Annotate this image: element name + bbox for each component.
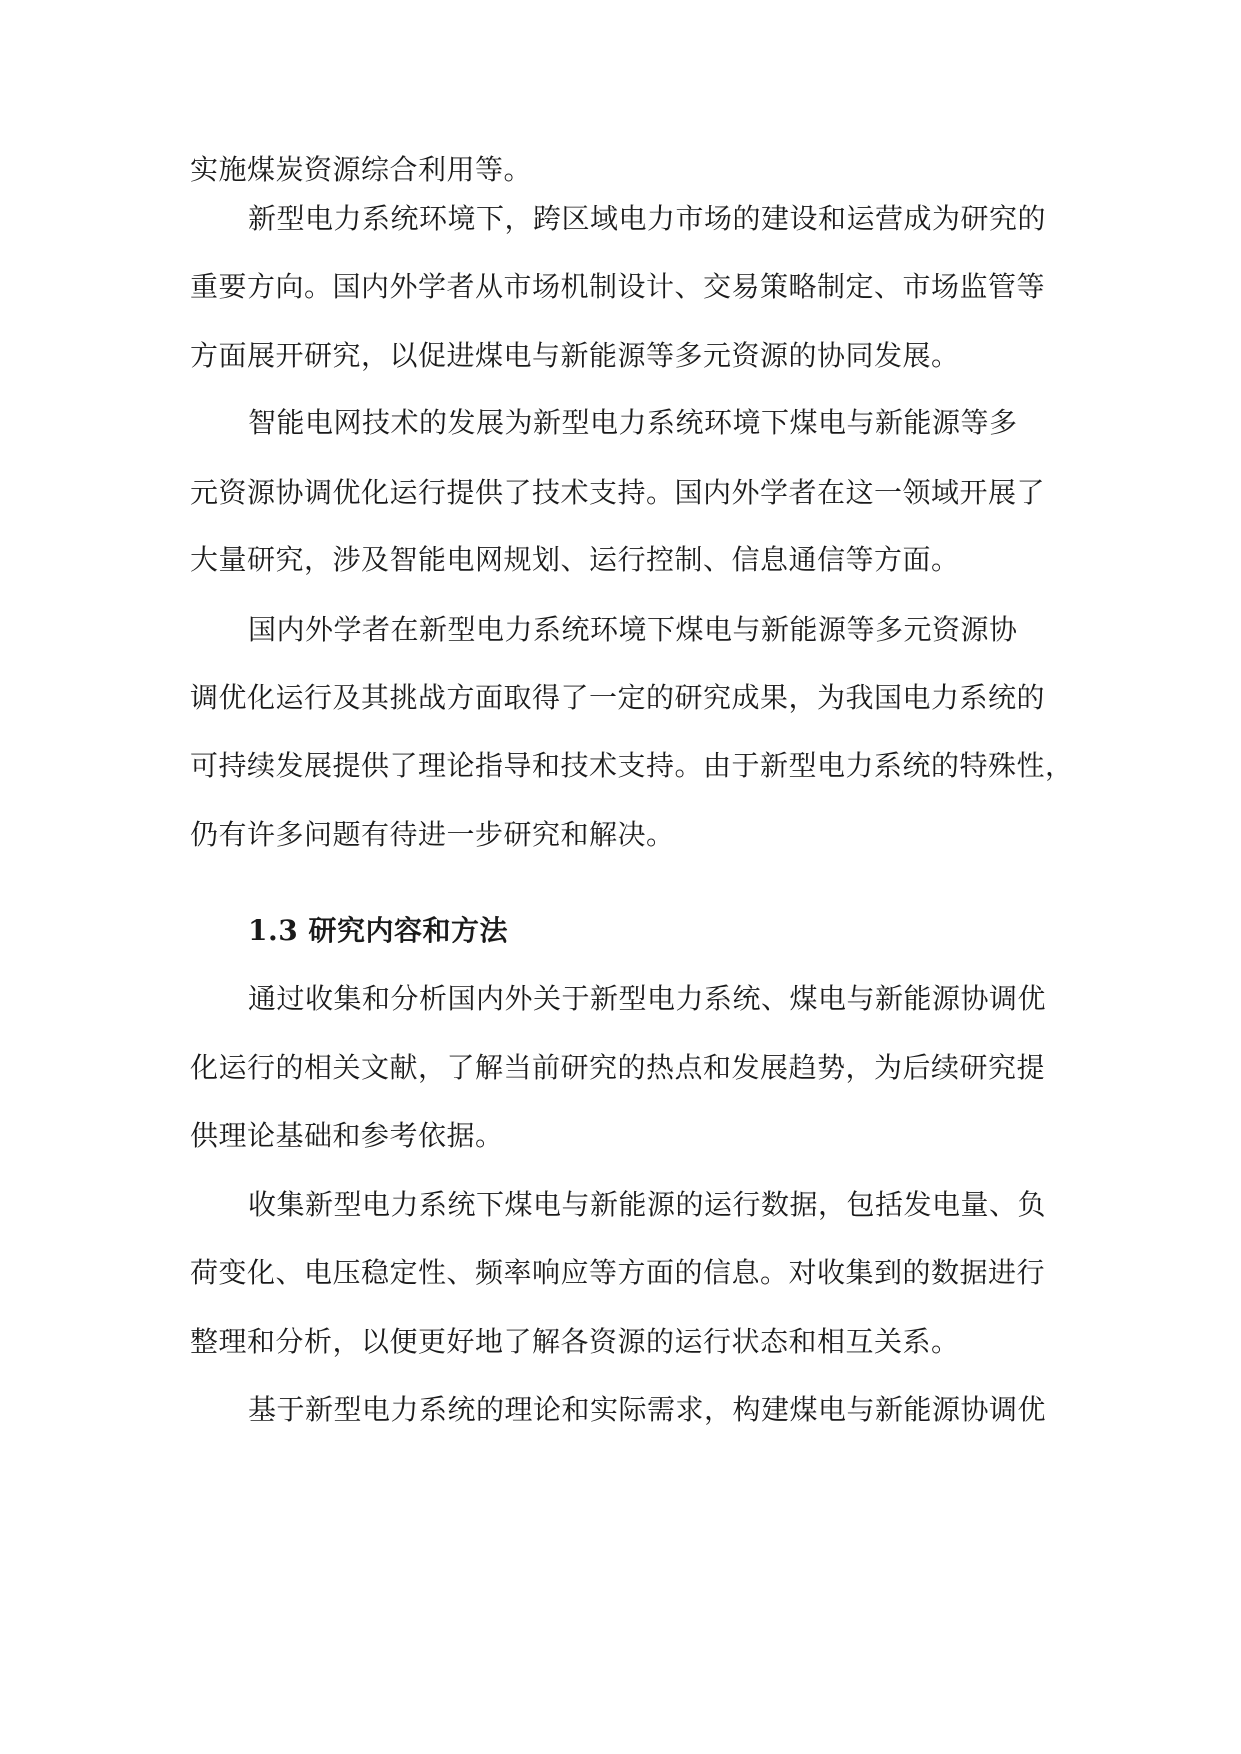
- paragraph-line: 新型电力系统环境下，跨区域电力市场的建设和运营成为研究的: [248, 202, 1047, 235]
- paragraph-line: 仍有许多问题有待进一步研究和解决。: [190, 818, 675, 851]
- paragraph-line: 调优化运行及其挑战方面取得了一定的研究成果，为我国电力系统的: [190, 681, 1046, 714]
- paragraph-line: 荷变化、电压稳定性、频率响应等方面的信息。对收集到的数据进行: [190, 1256, 1046, 1289]
- paragraph-line: 元资源协调优化运行提供了技术支持。国内外学者在这一领域开展了: [190, 476, 1046, 509]
- paragraph-line: 智能电网技术的发展为新型电力系统环境下煤电与新能源等多: [248, 406, 1018, 439]
- paragraph-line: 实施煤炭资源综合利用等。: [190, 153, 533, 186]
- paragraph-line: 供理论基础和参考依据。: [190, 1119, 504, 1152]
- paragraph-line: 可持续发展提供了理论指导和技术支持。由于新型电力系统的特殊性，: [190, 749, 1074, 782]
- paragraph-line: 通过收集和分析国内外关于新型电力系统、煤电与新能源协调优: [248, 982, 1047, 1015]
- paragraph-line: 大量研究，涉及智能电网规划、运行控制、信息通信等方面。: [190, 543, 960, 576]
- paragraph-line: 整理和分析，以便更好地了解各资源的运行状态和相互关系。: [190, 1325, 960, 1358]
- paragraph-line: 化运行的相关文献，了解当前研究的热点和发展趋势，为后续研究提: [190, 1051, 1046, 1084]
- section-heading: 1.3 研究内容和方法: [248, 914, 508, 947]
- paragraph-line: 重要方向。国内外学者从市场机制设计、交易策略制定、市场监管等: [190, 270, 1046, 303]
- paragraph-line: 基于新型电力系统的理论和实际需求，构建煤电与新能源协调优: [248, 1393, 1047, 1426]
- paragraph-line: 收集新型电力系统下煤电与新能源的运行数据，包括发电量、负: [248, 1188, 1047, 1221]
- paragraph-line: 方面展开研究，以促进煤电与新能源等多元资源的协同发展。: [190, 339, 960, 372]
- paragraph-line: 国内外学者在新型电力系统环境下煤电与新能源等多元资源协: [248, 613, 1018, 646]
